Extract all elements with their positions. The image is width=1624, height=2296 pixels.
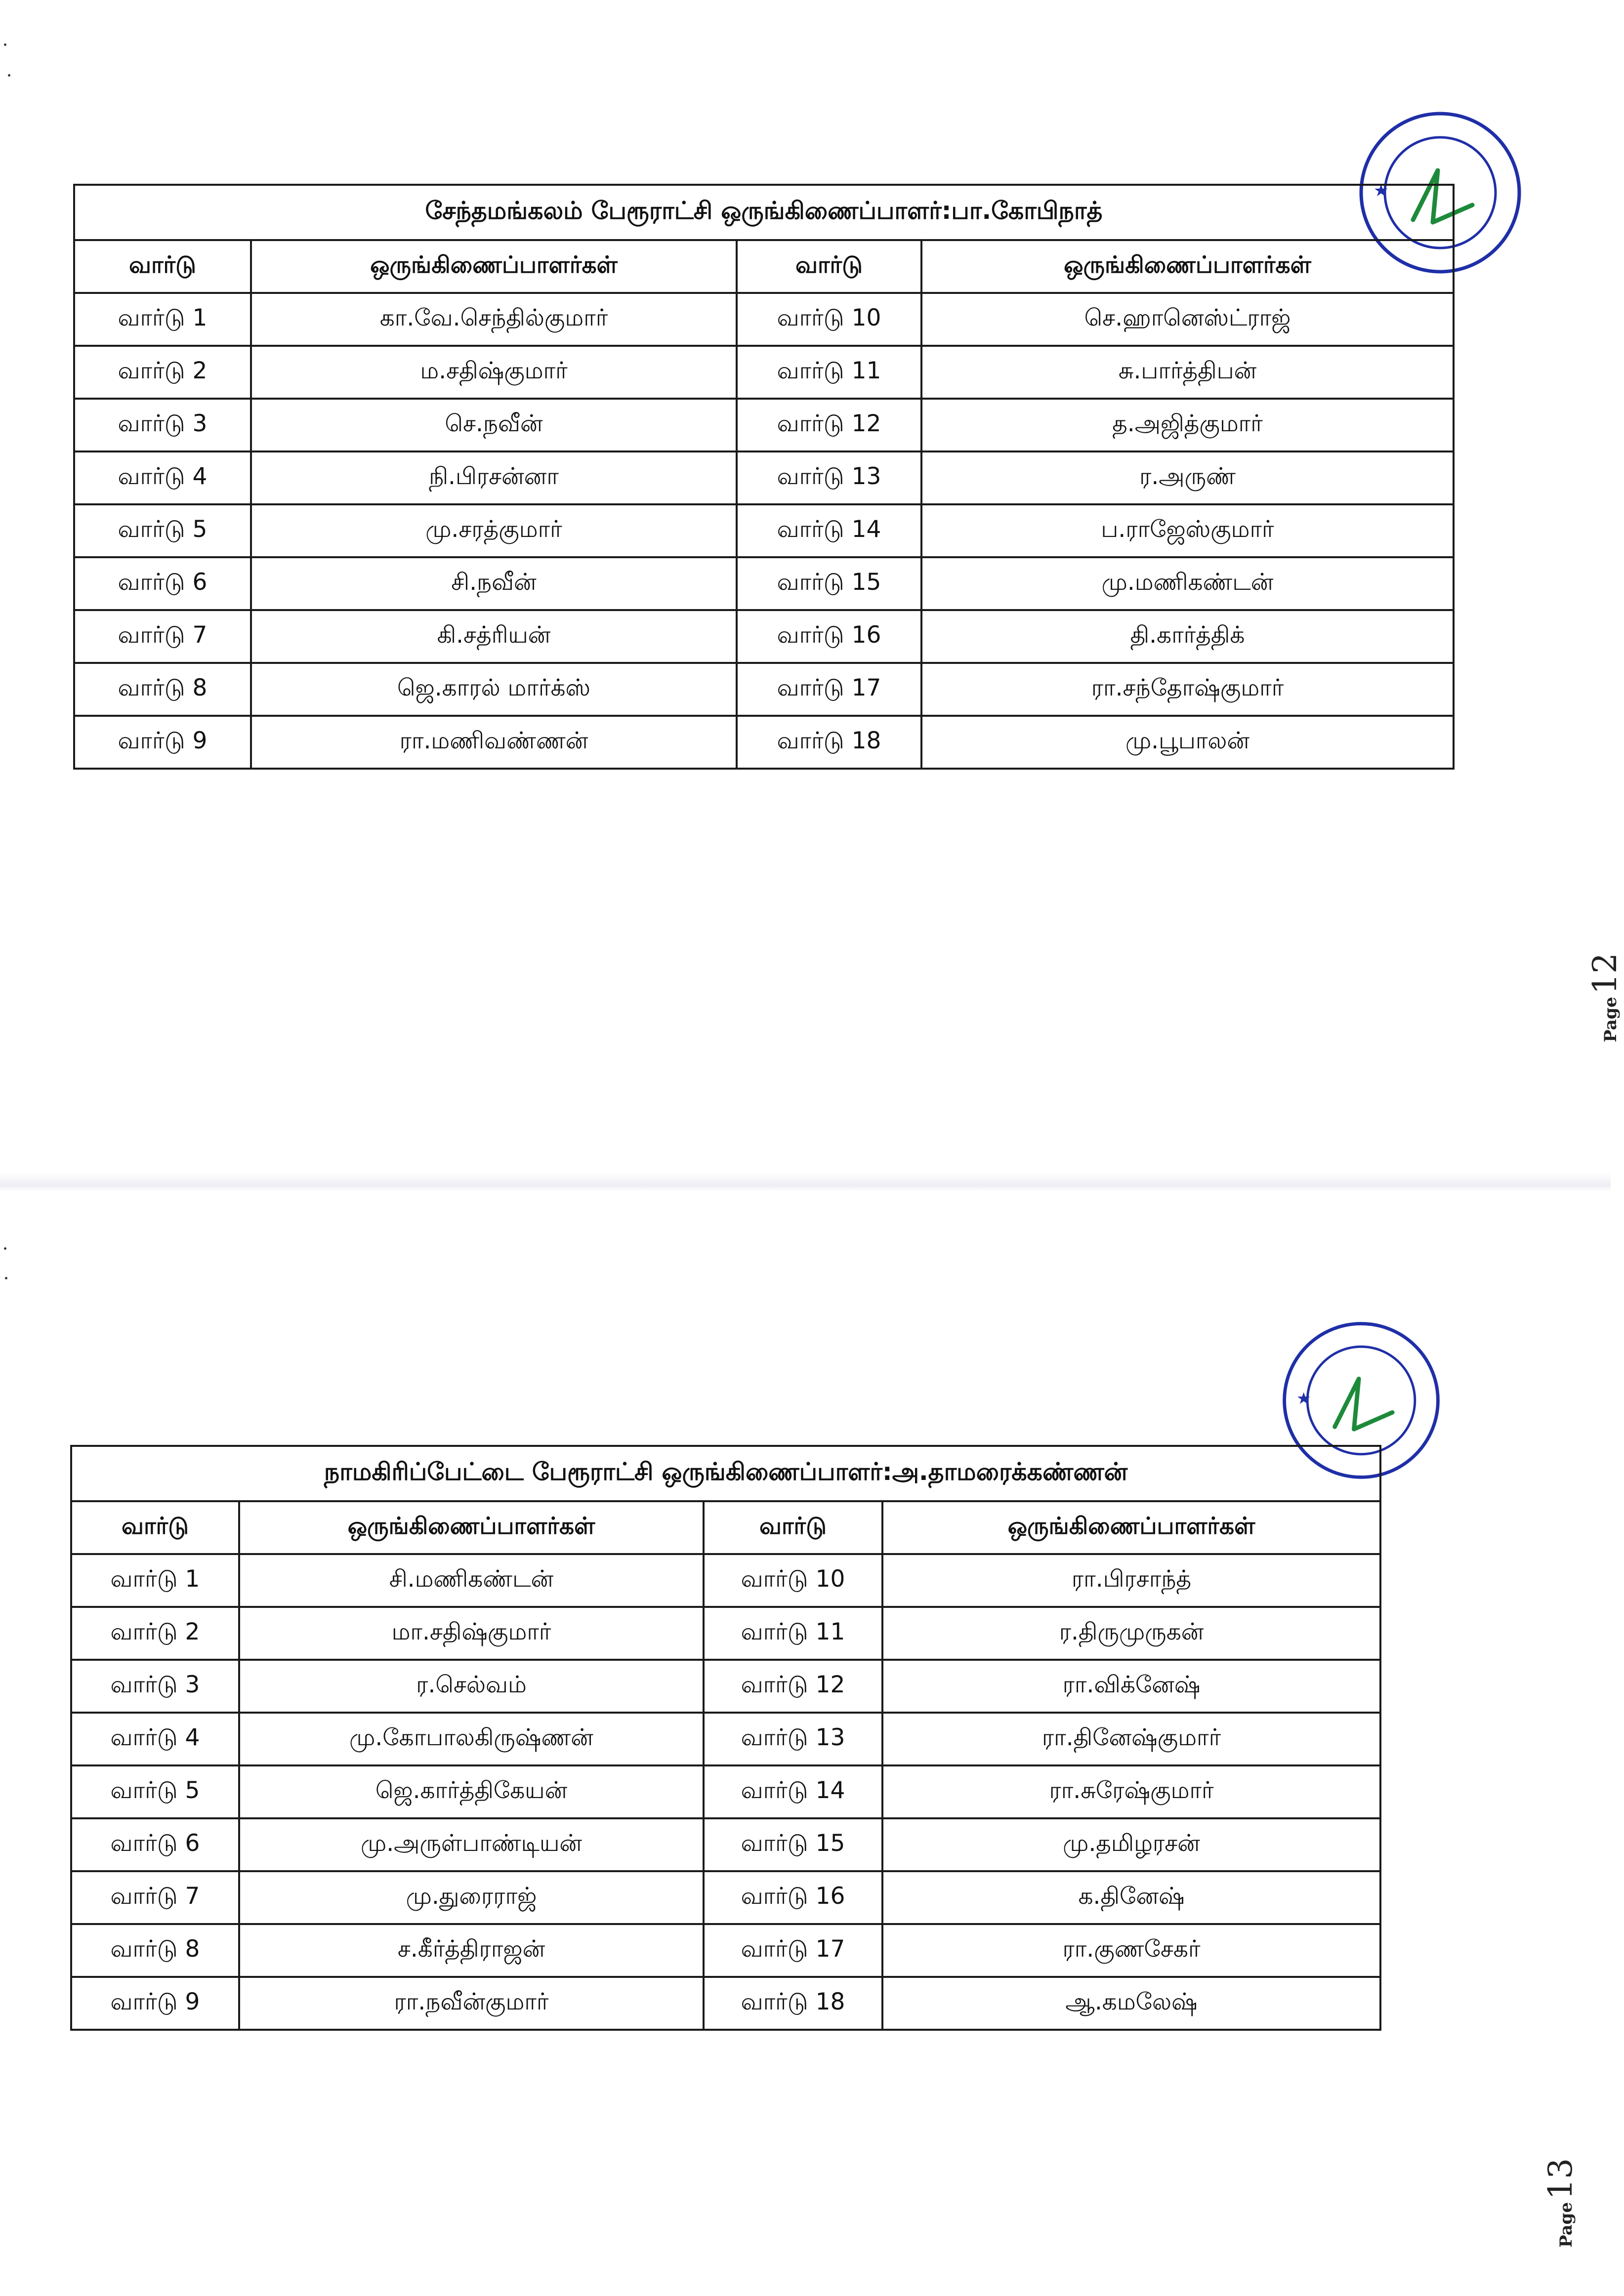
coordinator-cell: கா.வே.செந்தில்குமார்	[251, 293, 737, 346]
coordinator-cell: த.அஜித்குமார்	[921, 399, 1454, 451]
column-header-coordinators: ஒருங்கிணைப்பாளர்கள்	[921, 240, 1454, 293]
scan-speck	[4, 1247, 6, 1250]
table-row	[74, 346, 1454, 399]
coordinator-cell: ரா.மணிவண்ணன்	[251, 716, 737, 769]
scan-speck	[5, 1277, 7, 1279]
table-row	[74, 610, 1454, 663]
ward-cell: வார்டு 10	[704, 1554, 882, 1607]
ward-cell: வார்டு 13	[737, 451, 921, 504]
table-row	[71, 1660, 1380, 1713]
table-row	[71, 1554, 1380, 1607]
ward-cell: வார்டு 11	[704, 1607, 882, 1660]
ward-cell: வார்டு 1	[74, 293, 251, 346]
coordinator-cell: ச.கீர்த்திராஜன்	[239, 1924, 704, 1977]
coordinator-cell: ர.அருண்	[921, 451, 1454, 504]
ward-coordinators-table	[73, 184, 1455, 770]
coordinator-cell: ம.சதிஷ்குமார்	[251, 346, 737, 399]
ward-cell: வார்டு 12	[737, 399, 921, 451]
table-row	[74, 716, 1454, 769]
ward-cell: வார்டு 14	[737, 504, 921, 557]
coordinator-cell: மு.துரைராஜ்	[239, 1871, 704, 1924]
column-header-coordinators: ஒருங்கிணைப்பாளர்கள்	[251, 240, 737, 293]
ward-cell: வார்டு 1	[71, 1554, 239, 1607]
ward-cell: வார்டு 3	[74, 399, 251, 451]
column-header-ward: வார்டு	[704, 1501, 882, 1554]
coordinator-cell: மு.சரத்குமார்	[251, 504, 737, 557]
svg-text:★: ★	[1296, 1388, 1311, 1408]
ward-cell: வார்டு 11	[737, 346, 921, 399]
coordinator-cell: ஜெ.கார்த்திகேயன்	[239, 1765, 704, 1818]
table-row	[74, 293, 1454, 346]
ward-cell: வார்டு 6	[71, 1818, 239, 1871]
scan-speck	[4, 43, 6, 46]
table-row	[71, 1607, 1380, 1660]
coordinator-cell: ஆ.கமலேஷ்	[882, 1977, 1380, 2030]
page-label: Page	[1601, 996, 1621, 1042]
coordinator-cell: சி.மணிகண்டன்	[239, 1554, 704, 1607]
ward-cell: வார்டு 16	[737, 610, 921, 663]
page-number-value: 13	[1541, 2158, 1580, 2200]
coordinator-cell: ர.திருமுருகன்	[882, 1607, 1380, 1660]
coordinator-cell: ரா.பிரசாந்த்	[882, 1554, 1380, 1607]
column-header-ward: வார்டு	[74, 240, 251, 293]
table-row	[71, 1924, 1380, 1977]
table-row	[74, 557, 1454, 610]
coordinator-cell: மு.அருள்பாண்டியன்	[239, 1818, 704, 1871]
page-13	[0, 1190, 1611, 2296]
coordinator-cell: செ.ஹானெஸ்ட்ராஜ்	[921, 293, 1454, 346]
ward-cell: வார்டு 14	[704, 1765, 882, 1818]
coordinator-cell: மு.தமிழரசன்	[882, 1818, 1380, 1871]
table-row	[74, 399, 1454, 451]
ward-coordinators-table	[70, 1445, 1381, 2031]
coordinator-cell: ரா.நவீன்குமார்	[239, 1977, 704, 2030]
ward-cell: வார்டு 17	[737, 663, 921, 716]
ward-cell: வார்டு 9	[74, 716, 251, 769]
ward-cell: வார்டு 16	[704, 1871, 882, 1924]
column-header-ward: வார்டு	[71, 1501, 239, 1554]
coordinator-cell: ரா.குணசேகர்	[882, 1924, 1380, 1977]
ward-cell: வார்டு 18	[737, 716, 921, 769]
ward-cell: வார்டு 15	[737, 557, 921, 610]
page-number	[1541, 2158, 1580, 2248]
table-row	[71, 1977, 1380, 2030]
coordinator-cell: சு.பார்த்திபன்	[921, 346, 1454, 399]
ward-cell: வார்டு 7	[71, 1871, 239, 1924]
coordinator-cell: ப.ராஜேஸ்குமார்	[921, 504, 1454, 557]
scan-speck	[8, 74, 10, 77]
coordinator-cell: சி.நவீன்	[251, 557, 737, 610]
page-number-value: 12	[1586, 952, 1624, 994]
coordinator-cell: தி.கார்த்திக்	[921, 610, 1454, 663]
table-row	[71, 1713, 1380, 1765]
column-header-ward: வார்டு	[737, 240, 921, 293]
coordinator-cell: ர.செல்வம்	[239, 1660, 704, 1713]
ward-cell: வார்டு 9	[71, 1977, 239, 2030]
coordinator-cell: மு.கோபாலகிருஷ்ணன்	[239, 1713, 704, 1765]
ward-cell: வார்டு 12	[704, 1660, 882, 1713]
ward-cell: வார்டு 15	[704, 1818, 882, 1871]
table-row	[71, 1818, 1380, 1871]
ward-cell: வார்டு 4	[71, 1713, 239, 1765]
ward-cell: வார்டு 8	[74, 663, 251, 716]
ward-cell: வார்டு 4	[74, 451, 251, 504]
coordinator-cell: க.தினேஷ்	[882, 1871, 1380, 1924]
sheet-fold-shadow	[0, 1172, 1611, 1191]
ward-cell: வார்டு 2	[74, 346, 251, 399]
ward-cell: வார்டு 8	[71, 1924, 239, 1977]
coordinator-cell: மு.பூபாலன்	[921, 716, 1454, 769]
ward-cell: வார்டு 3	[71, 1660, 239, 1713]
coordinator-cell: ஜெ.காரல் மார்க்ஸ்	[251, 663, 737, 716]
table-row	[74, 663, 1454, 716]
ward-cell: வார்டு 17	[704, 1924, 882, 1977]
ward-cell: வார்டு 7	[74, 610, 251, 663]
table-row	[74, 504, 1454, 557]
ward-cell: வார்டு 10	[737, 293, 921, 346]
ward-cell: வார்டு 13	[704, 1713, 882, 1765]
svg-text:★: ★	[1374, 181, 1389, 201]
coordinator-cell: ரா.விக்னேஷ்	[882, 1660, 1380, 1713]
coordinator-cell: ரா.தினேஷ்குமார்	[882, 1713, 1380, 1765]
table-title: நாமகிரிப்பேட்டை பேரூராட்சி ஒருங்கிணைப்பாளர்:அ.தாமரைக்கண்ணன்	[71, 1446, 1380, 1501]
table-row	[74, 451, 1454, 504]
ward-cell: வார்டு 2	[71, 1607, 239, 1660]
coordinator-cell: நி.பிரசன்னா	[251, 451, 737, 504]
page-label: Page	[1556, 2202, 1576, 2248]
table-title: சேந்தமங்கலம் பேரூராட்சி ஒருங்கிணைப்பாளர்:பா.கோபிநாத்	[74, 185, 1454, 240]
table-row	[71, 1765, 1380, 1818]
coordinator-cell: கி.சத்ரியன்	[251, 610, 737, 663]
ward-cell: வார்டு 18	[704, 1977, 882, 2030]
coordinator-cell: செ.நவீன்	[251, 399, 737, 451]
table-row	[71, 1871, 1380, 1924]
coordinator-cell: ரா.சுரேஷ்குமார்	[882, 1765, 1380, 1818]
column-header-coordinators: ஒருங்கிணைப்பாளர்கள்	[239, 1501, 704, 1554]
coordinator-cell: மு.மணிகண்டன்	[921, 557, 1454, 610]
column-header-coordinators: ஒருங்கிணைப்பாளர்கள்	[882, 1501, 1380, 1554]
coordinator-cell: மா.சதிஷ்குமார்	[239, 1607, 704, 1660]
page-number	[1586, 953, 1624, 1042]
ward-cell: வார்டு 5	[71, 1765, 239, 1818]
ward-cell: வார்டு 5	[74, 504, 251, 557]
ward-cell: வார்டு 6	[74, 557, 251, 610]
coordinator-cell: ரா.சந்தோஷ்குமார்	[921, 663, 1454, 716]
